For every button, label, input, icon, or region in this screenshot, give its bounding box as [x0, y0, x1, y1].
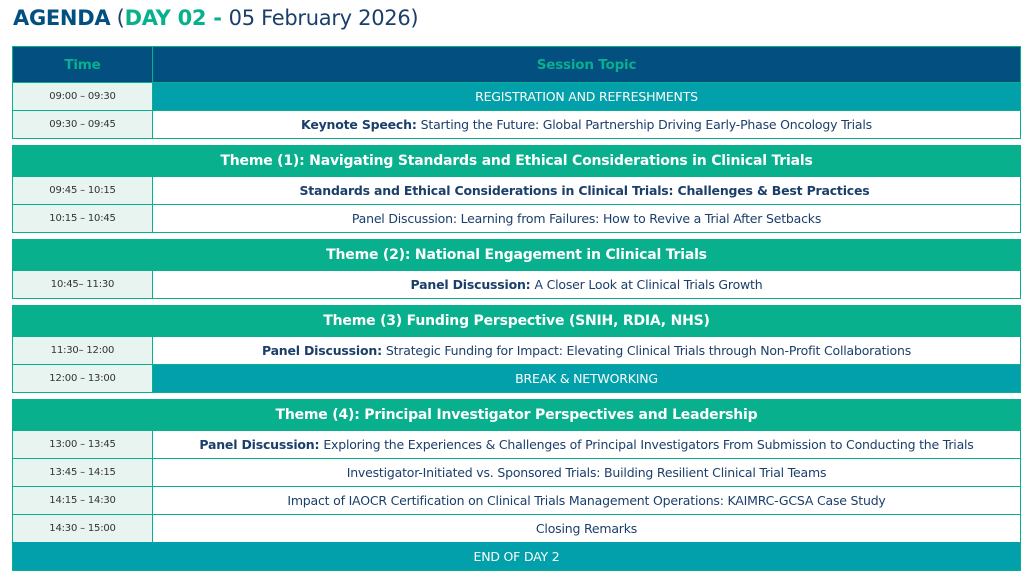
session-title: Exploring the Experiences & Challenges of Principal Investigators From Submission to Conducting the Trials	[323, 437, 974, 452]
session-topic	[153, 459, 1020, 486]
session-title: Starting the Future: Global Partnership Driving Early-Phase Oncology Trials	[420, 117, 872, 132]
page-title	[13, 6, 418, 30]
title-agenda: AGENDA	[13, 6, 111, 30]
session-title: Investigator-Initiated vs. Sponsored Trials: Building Resilient Clinical Trial Teams	[346, 465, 827, 480]
table-header	[13, 47, 1020, 82]
session-type: Panel Discussion:	[261, 343, 382, 358]
end-of-day-label: END OF DAY 2	[473, 548, 560, 564]
title-day: DAY 02 -	[124, 6, 229, 30]
session-title: Impact of IAOCR Certification on Clinical Trials Management Operations: KAIMRC-GCSA Case Study	[287, 493, 886, 508]
agenda-group	[12, 399, 1021, 571]
agenda-group	[12, 305, 1021, 393]
session-topic	[153, 487, 1020, 514]
session-time: 13:45 – 14:15	[13, 459, 153, 486]
session-time: 11:30– 12:00	[13, 337, 153, 364]
session-time: 09:00 – 09:30	[13, 83, 153, 110]
session-time: 14:30 – 15:00	[13, 515, 153, 542]
session-time: 14:15 – 14:30	[13, 487, 153, 514]
theme-row	[13, 146, 1020, 176]
header-time: Time	[13, 47, 153, 82]
title-open: (	[110, 6, 125, 30]
end-of-day-row	[13, 542, 1020, 570]
session-title: Closing Remarks	[535, 521, 638, 536]
theme-title: Theme (3) Funding Perspective (SNIH, RDIA, NHS)	[323, 313, 710, 329]
session-time: 10:45– 11:30	[13, 271, 153, 298]
session-row	[13, 270, 1020, 298]
session-time: 10:15 – 10:45	[13, 205, 153, 232]
agenda-group	[12, 145, 1021, 233]
session-time: 12:00 – 13:00	[13, 365, 153, 392]
theme-row	[13, 240, 1020, 270]
session-type: Panel Discussion:	[199, 437, 320, 452]
session-topic	[153, 111, 1020, 138]
header-topic: Session Topic	[536, 56, 637, 73]
session-title: Panel Discussion: Learning from Failures: How to Revive a Trial After Setbacks	[351, 211, 822, 226]
session-time: 09:30 – 09:45	[13, 111, 153, 138]
session-topic	[153, 337, 1020, 364]
session-row	[13, 430, 1020, 458]
session-row	[13, 336, 1020, 364]
theme-row	[13, 306, 1020, 336]
session-type: Panel Discussion:	[410, 277, 531, 292]
session-topic	[153, 177, 1020, 204]
theme-title: Theme (1): Navigating Standards and Ethical Considerations in Clinical Trials	[220, 153, 813, 169]
theme-row	[13, 400, 1020, 430]
session-topic	[153, 515, 1020, 542]
session-row	[13, 514, 1020, 542]
theme-title: Theme (2): National Engagement in Clinical Trials	[326, 247, 707, 263]
session-title: Strategic Funding for Impact: Elevating Clinical Trials through Non-Profit Collaborations	[385, 343, 912, 358]
agenda-table	[12, 46, 1021, 577]
session-time: 13:00 – 13:45	[13, 431, 153, 458]
session-topic: REGISTRATION AND REFRESHMENTS	[153, 83, 1020, 110]
session-row	[13, 176, 1020, 204]
break-row	[13, 82, 1020, 110]
session-type: Standards and Ethical Considerations in Clinical Trials: Challenges & Best Practices	[299, 183, 870, 198]
session-time: 09:45 – 10:15	[13, 177, 153, 204]
session-row	[13, 486, 1020, 514]
session-title: A Closer Look at Clinical Trials Growth	[534, 277, 763, 292]
session-row	[13, 458, 1020, 486]
agenda-group	[12, 46, 1021, 139]
session-row	[13, 204, 1020, 232]
session-topic: BREAK & NETWORKING	[153, 365, 1020, 392]
title-close: )	[410, 6, 419, 30]
title-date: 05 February 2026	[228, 6, 411, 30]
agenda-group	[12, 239, 1021, 299]
session-type: Keynote Speech:	[301, 117, 417, 132]
session-topic	[153, 271, 1020, 298]
break-row	[13, 364, 1020, 392]
theme-title: Theme (4): Principal Investigator Perspectives and Leadership	[275, 407, 758, 423]
session-topic	[153, 431, 1020, 458]
session-row	[13, 110, 1020, 138]
session-topic	[153, 205, 1020, 232]
